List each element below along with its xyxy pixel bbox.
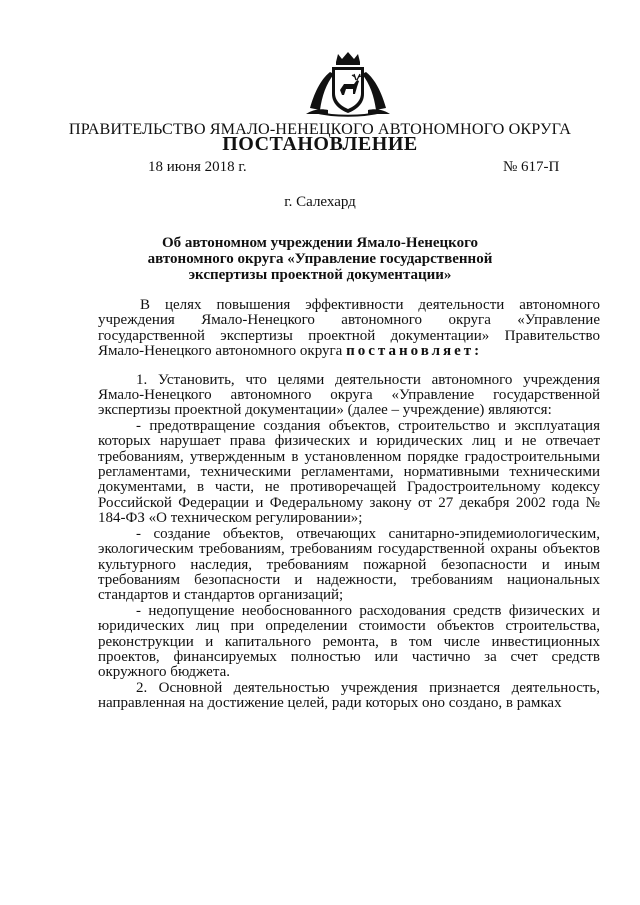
document-subject: Об автономном учреждении Ямало-Ненецкого автономного округа «Управление государственной экспертизы проектной документации»: [147, 235, 493, 283]
document-date: 18 июня 2018 г.: [148, 159, 247, 175]
document-city: г. Салехард: [284, 194, 356, 210]
paragraph-1-item-c: - недопущение необоснованного расходования средств физических и юридических лиц при определении стоимости объектов строительства, реконструкции и капитального ремонта, в том числе инвестиционных проектов, финансируемых полностью или частично за счет средств окружного бюджета.: [98, 602, 600, 681]
yamal-coat-of-arms-icon: [300, 50, 396, 118]
document-type: ПОСТАНОВЛЕНИЕ: [222, 133, 418, 155]
intro-paragraph: [98, 298, 600, 360]
paragraph-1: 1. Установить, что целями деятельности автономного учреждения Ямало-Ненецкого автономного округа «Управление государственной экспертизы проектной документации» (далее – учреждение) являются:: [98, 371, 600, 419]
paragraph-1-item-a: - предотвращение создания объектов, строительство и эксплуатация которых нарушает права физических и юридических лиц и не отвечает требованиям, утвержденным в установленном порядке градостроительными регламентами, техническими регламентами, нормативными техническими документами, в части, не противоречащей Градостроительному кодексу Российской Федерации и Федеральному закону от 27 декабря 2002 года № 184-ФЗ «О техническом регулировании»;: [98, 417, 600, 527]
paragraph-1-item-b: - создание объектов, отвечающих санитарно-эпидемиологическим, экологическим требованиям, требованиям государственной охраны объектов культурного наследия, требованиям пожарной безопасности и иным требованиям безопасности и надежности, требованиям национальных стандартов и стандартов организаций;: [98, 525, 600, 604]
intro-text: В целях повышения эффективности деятельности автономного учреждения Ямало-Ненецкого автономного округа «Управление государственной экспертизы проектной документации» Правительство Ямало-Ненецкого автономного округа: [98, 297, 600, 360]
government-name: ПРАВИТЕЛЬСТВО ЯМАЛО-НЕНЕЦКОГО АВТОНОМНОГО ОКРУГА: [68, 120, 572, 138]
document-number: № 617-П: [503, 159, 560, 175]
document-body: [98, 298, 600, 712]
intro-verb: постановляет:: [346, 343, 483, 360]
paragraph-2: 2. Основной деятельностью учреждения признается деятельность, направленная на достижение целей, ради которых оно создано, в рамках: [98, 679, 600, 712]
